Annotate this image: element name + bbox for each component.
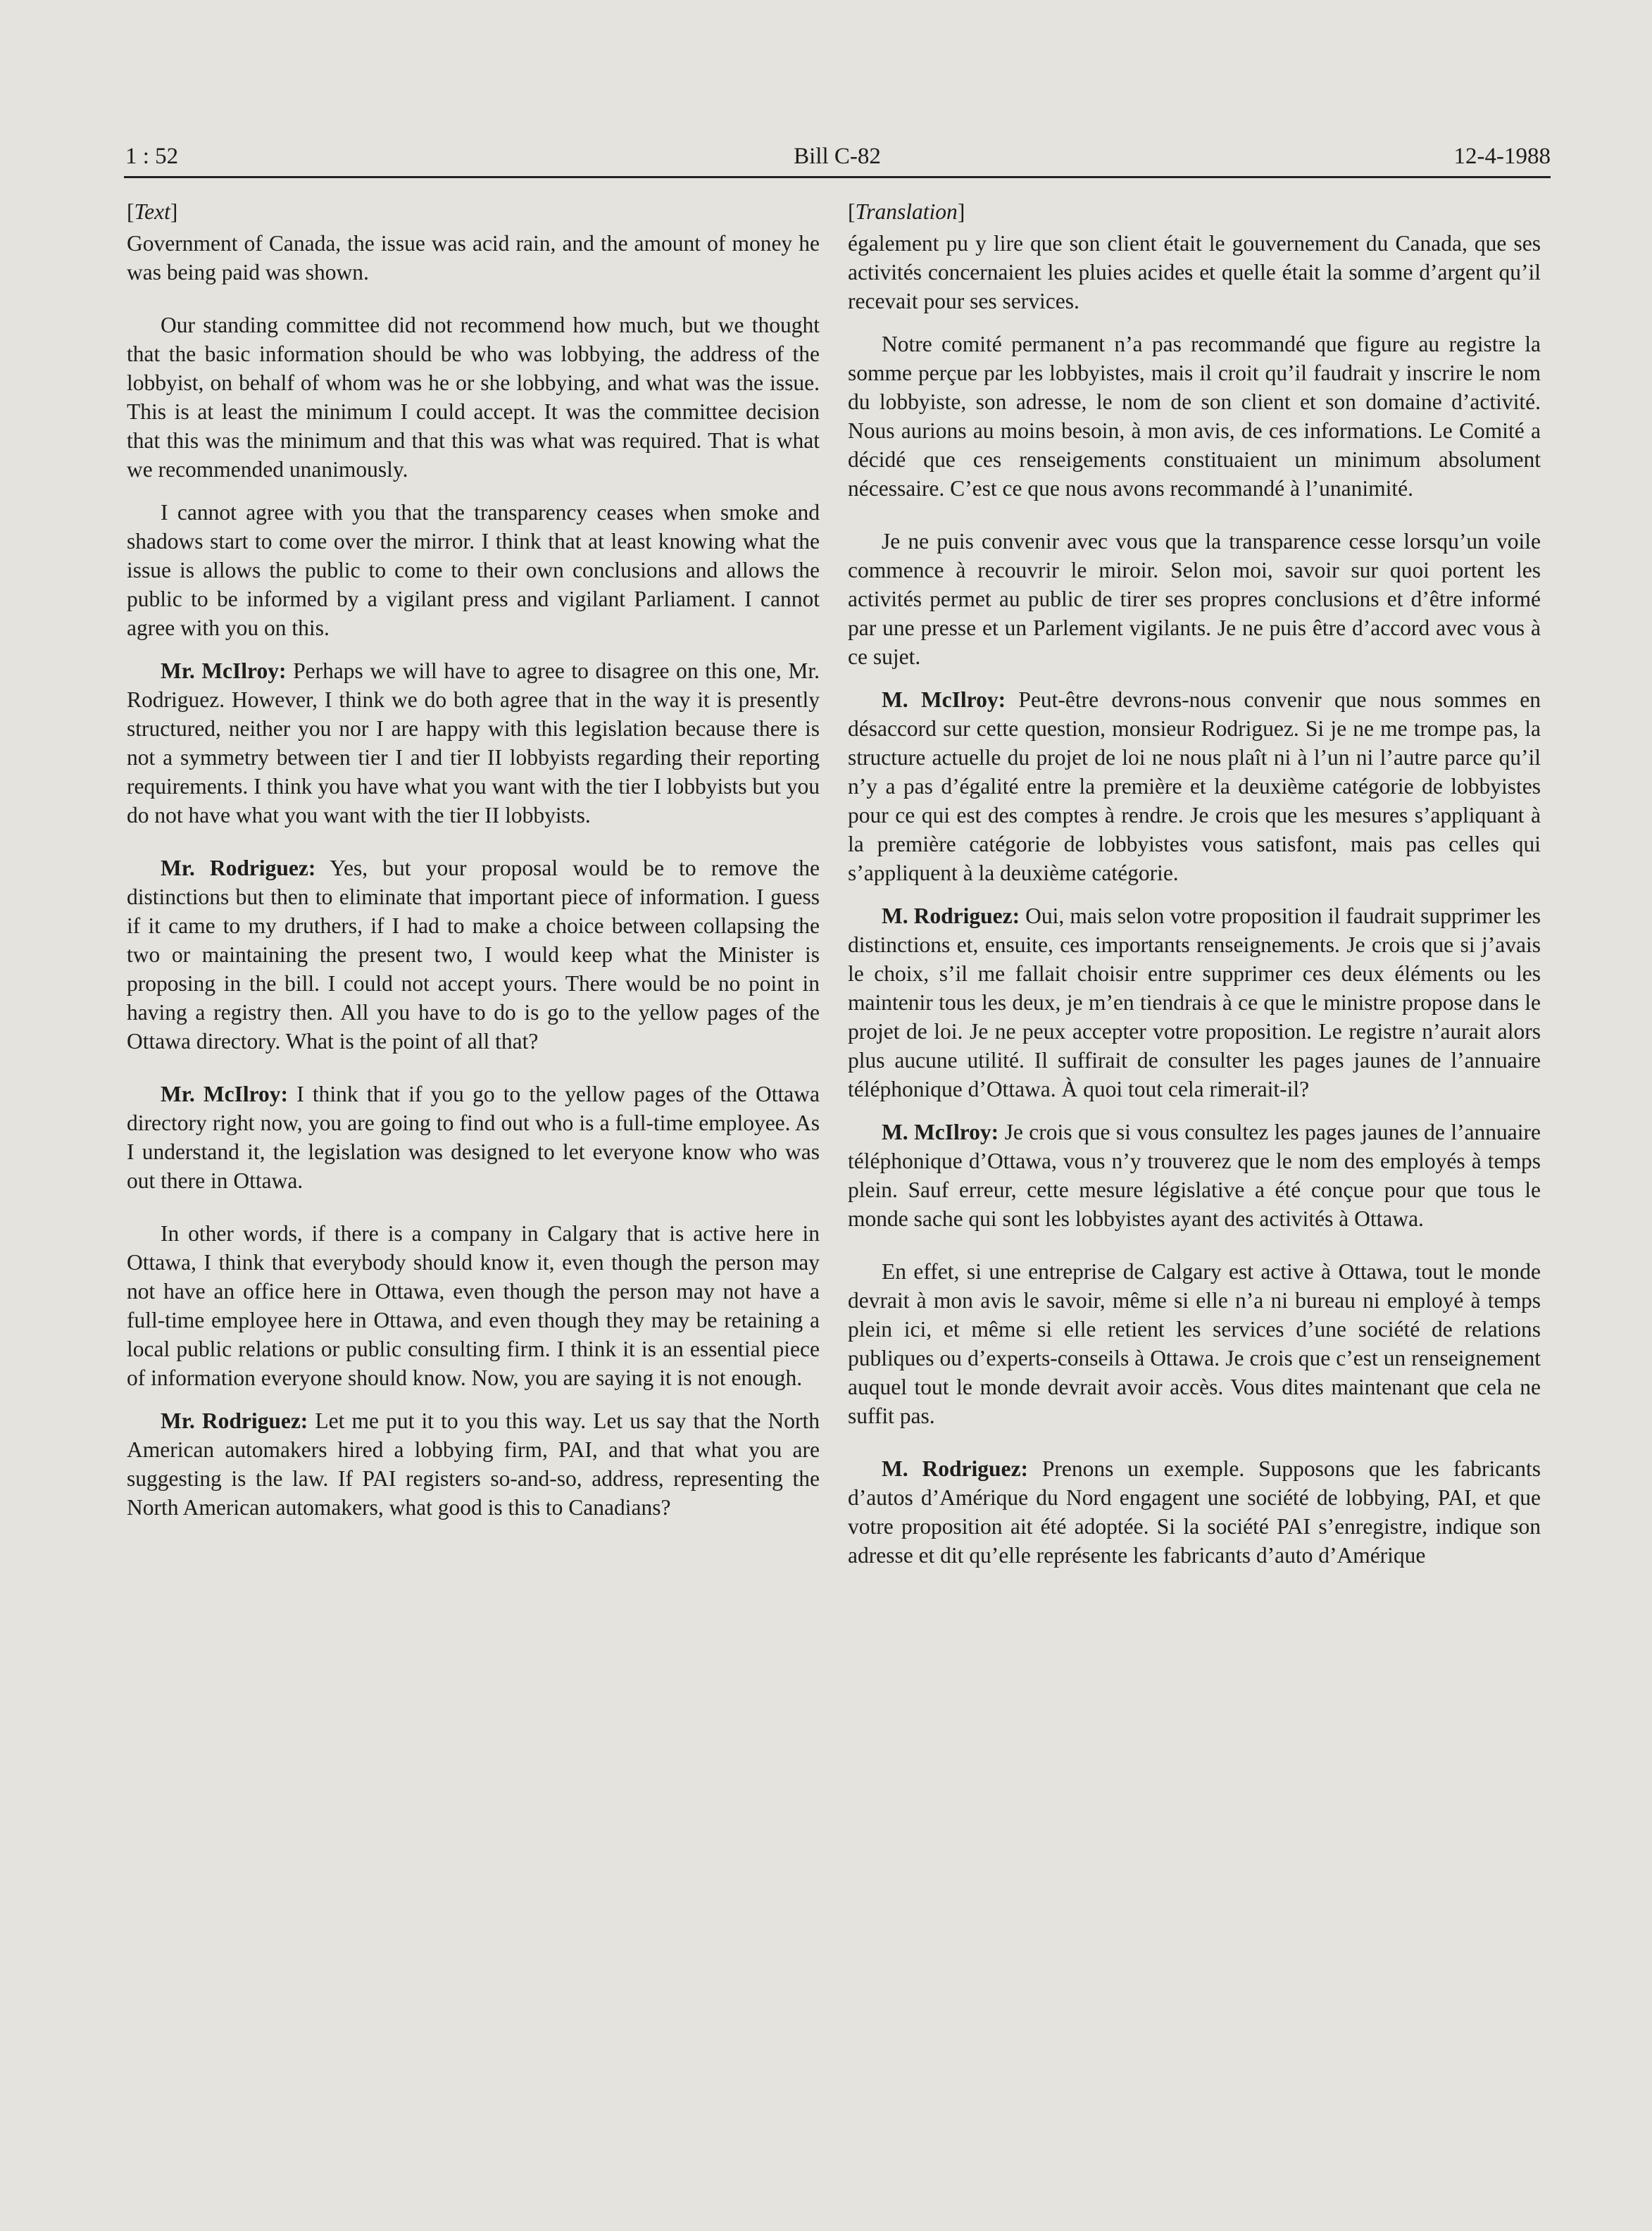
french-column <box>848 197 1541 1584</box>
english-column <box>127 197 820 1536</box>
paragraph: En effet, si une entreprise de Calgary est active à Ottawa, tout le monde devrait à mon avis le savoir, même si elle n’a ni bureau ni employé à temps plein ici, et même si elle retient les services d’une société de relations publiques ou d’experts-conseils à Ottawa. Je crois que c’est un renseignement auquel tout le monde devrait avoir accès. Vous dites maintenant que cela ne suffit pas. <box>848 1259 1541 1428</box>
paragraph: Government of Canada, the issue was acid rain, and the amount of money he was being paid was shown. <box>127 231 820 285</box>
column-tag: [Translation] <box>848 199 965 224</box>
speaker-name: Mr. McIlroy: <box>161 658 287 683</box>
speaker-paragraph: Mr. McIlroy: Perhaps we will have to agree to disagree on this one, Mr. Rodriguez. However, I think we do both agree that in the way it is presently structured, neither you nor I are happy with this legislation because there is not a symmetry between tier I and tier II lobbyists regarding their reporting requirements. I think you have what you want with the tier I lobbyists but you do not have what you want with the tier II lobbyists. <box>127 658 820 827</box>
speaker-paragraph: M. Rodriguez: Prenons un exemple. Supposons que les fabricants d’autos d’Amérique du Nord engagent une société de lobbying, PAI, et que votre proposition ait été adoptée. Si la société PAI s’enregistre, indique son adresse et dit qu’elle représente les fabricants d’auto d’Amérique <box>848 1456 1541 1568</box>
column-tag: [Text] <box>127 199 178 224</box>
paragraph: Je ne puis convenir avec vous que la transparence cesse lorsqu’un voile commence à recouvrir le miroir. Selon moi, savoir sur quoi portent les activités permet au public de tirer ses propres conclusions et d’être informé par une presse et un Parlement vigilants. Je ne puis être d’accord avec vous à ce sujet. <box>848 529 1541 669</box>
speaker-name: Mr. McIlroy: <box>161 1082 289 1106</box>
page-header <box>124 138 1551 180</box>
speaker-name: M. Rodriguez: <box>882 1456 1028 1481</box>
speaker-paragraph: Mr. McIlroy: I think that if you go to the yellow pages of the Ottawa directory right now, you are going to find out who is a full-time employee. As I understand it, the legislation was designed to let everyone know who was out there in Ottawa. <box>127 1082 820 1193</box>
speaker-paragraph: Mr. Rodriguez: Let me put it to you this way. Let us say that the North American automakers hired a lobbying firm, PAI, and that what you are suggesting is the law. If PAI registers so-and-so, address, representing the North American automakers, what good is this to Canadians? <box>127 1408 820 1520</box>
header-date: 12-4-1988 <box>1453 144 1551 169</box>
speaker-name: M. Rodriguez: <box>882 904 1020 928</box>
speaker-paragraph: M. McIlroy: Peut-être devrons-nous convenir que nous sommes en désaccord sur cette question, monsieur Rodriguez. Si je ne me trompe pas, la structure actuelle du projet de loi ne nous plaît ni à l’un ni l’autre parce qu’il n’y a pas d’égalité entre la première et la deuxième catégorie de lobbyistes pour ce qui est des comptes à rendre. Je crois que les mesures s’appliquant à la première catégorie de lobbyistes vous satisfont, mais pas celles qui s’appliquent à la deuxième catégorie. <box>848 687 1541 885</box>
paragraph: Notre comité permanent n’a pas recommandé que figure au registre la somme perçue par les lobbyistes, mais il croit qu’il faudrait y inscrire le nom du lobbyiste, son adresse, le nom de son client et son domaine d’activité. Nous aurions au moins besoin, à mon avis, de ces informations. Le Comité a décidé que ces renseigements constituaient un minimum absolument nécessaire. C’est ce que nous avons recommandé à l’unanimité. <box>848 332 1541 501</box>
speaker-name: Mr. Rodriguez: <box>161 856 316 880</box>
speaker-paragraph: Mr. Rodriguez: Yes, but your proposal would be to remove the distinctions but then to eliminate that important piece of information. I guess if it came to my druthers, if I had to make a choice between collapsing the two or maintaining the present two, I would keep what the Minister is proposing in the bill. I could not accept yours. There would be no point in having a registry then. All you have to do is go to the yellow pages of the Ottawa directory. What is the point of all that? <box>127 856 820 1054</box>
header-rule <box>124 176 1551 178</box>
speaker-paragraph: M. McIlroy: Je crois que si vous consultez les pages jaunes de l’annuaire téléphonique d’Ottawa, vous n’y trouverez que le nom des employés à temps plein. Sauf erreur, cette mesure législative a été conçue pour que tous le monde sache qui sont les lobbyistes ayant des activités à Ottawa. <box>848 1120 1541 1231</box>
speaker-paragraph: M. Rodriguez: Oui, mais selon votre proposition il faudrait supprimer les distinctions et, ensuite, ces importants renseignements. Je crois que si j’avais le choix, s’il me fallait choisir entre supprimer ces deux éléments ou les maintenir tous les deux, je m’en tiendrais à ce que le ministre propose dans le projet de loi. Je ne peux accepter votre proposition. Le registre n’aurait alors plus aucune utilité. Il suffirait de consulter les pages jaunes de l’annuaire téléphonique d’Ottawa. À quoi tout cela rimerait-il? <box>848 904 1541 1101</box>
paragraph: Our standing committee did not recommend how much, but we thought that the basic information should be who was lobbying, the address of the lobbyist, on behalf of whom was he or she lobbying, and what was the issue. This is at least the minimum I could accept. It was the committee decision that this was the minimum and that this was what was required. That is what we recommended unanimously. <box>127 313 820 482</box>
paragraph: également pu y lire que son client était le gouvernement du Canada, que ses activités concernaient les pluies acides et quelle était la somme d’argent qu’il recevait pour ses services. <box>848 231 1541 313</box>
page-number: 1 : 52 <box>125 144 179 169</box>
paragraph: In other words, if there is a company in Calgary that is active here in Ottawa, I think that everybody should know it, even though the person may not have an office here in Ottawa, even though the person may not have a full-time employee here in Ottawa, and even though they may be retaining a local public relations or public consulting firm. I think it is an essential piece of information everyone should know. Now, you are saying it is not enough. <box>127 1221 820 1390</box>
speaker-name: Mr. Rodriguez: <box>161 1408 308 1433</box>
speaker-name: M. McIlroy: <box>882 687 1006 712</box>
paragraph: I cannot agree with you that the transparency ceases when smoke and shadows start to come over the mirror. I think that at least knowing what the issue is allows the public to come to their own conclusions and allows the public to be informed by a vigilant press and vigilant Parliament. I cannot agree with you on this. <box>127 500 820 640</box>
speaker-name: M. McIlroy: <box>882 1120 999 1144</box>
document-title: Bill C-82 <box>794 144 881 169</box>
